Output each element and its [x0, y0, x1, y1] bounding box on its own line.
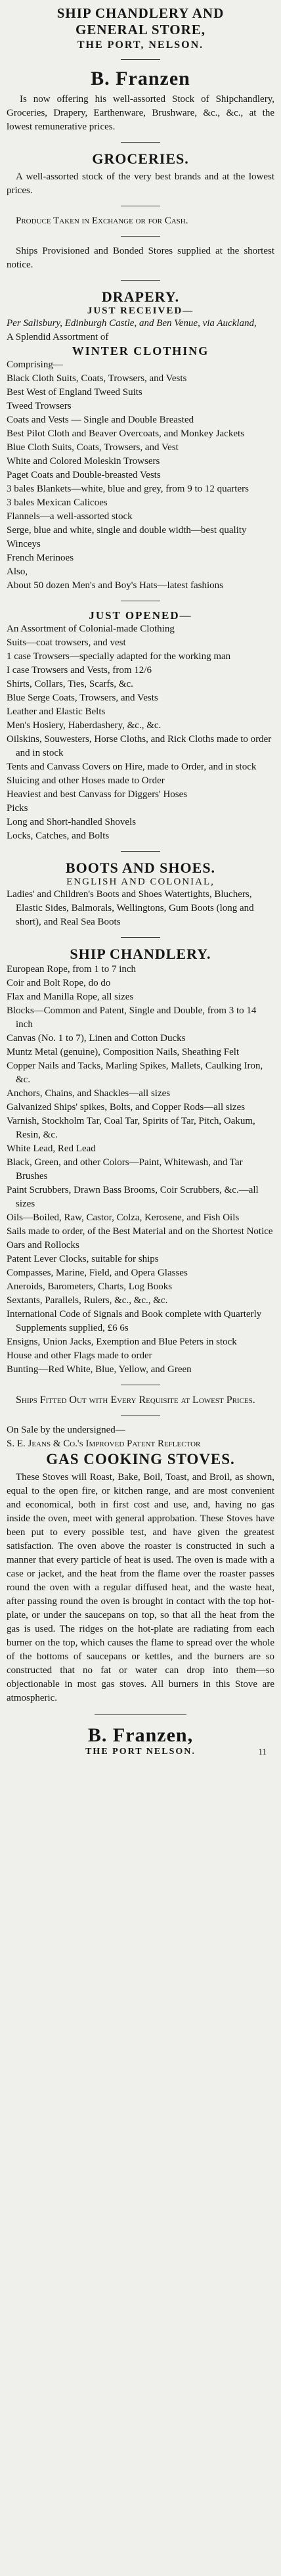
list-item: 3 bales Blankets—white, blue and grey, from 9 to 12 quarters: [7, 484, 249, 494]
divider: [121, 142, 160, 143]
chandlery-list: [7, 963, 274, 1377]
list-item: Suits—coat trowsers, and vest: [7, 637, 126, 648]
header-line-1: SHIP CHANDLERY AND: [56, 5, 225, 21]
list-item: Sails made to order, of the Best Material and on the Shortest Notice: [7, 1226, 273, 1237]
list-item: White and Colored Moleskin Trowsers: [7, 456, 160, 467]
list-item: Paint Scrubbers, Drawn Bass Brooms, Coir Scrubbers, &c.—all sizes: [7, 1185, 259, 1209]
drapery-heading: DRAPERY.: [101, 288, 180, 305]
just-received: JUST RECEIVED—: [87, 306, 194, 316]
list-item: Coats and Vests — Single and Double Breasted: [7, 415, 194, 425]
list-item: Muntz Metal (genuine), Composition Nails, Sheathing Felt: [7, 1047, 240, 1057]
fitted-out-text: Ships Fitted Out with Every Requisite at Lowest Prices.: [16, 1394, 255, 1406]
intro-text: Is now offering his well-assorted Stock of Shipchandlery, Groceries, Drapery, Earthenware, Brushware, &c., &c., at the lowest remunerative prices.: [7, 94, 274, 132]
list-item: Locks, Catches, and Bolts: [7, 831, 110, 841]
list-item: Heaviest and best Canvass for Diggers' Hoses: [7, 789, 188, 800]
on-sale-label: On Sale by the undersigned—: [7, 1425, 125, 1435]
list-item: Flannels—a well-assorted stock: [7, 511, 133, 522]
boots-text: Ladies' and Children's Boots and Shoes Watertights, Bluchers, Elastic Sides, Balmorals, Wellingtons, Gum Boots (long and short), and Real Sea Boots: [7, 889, 254, 927]
list-item: An Assortment of Colonial-made Clothing: [7, 624, 175, 634]
list-item: 1 case Trowsers—specially adapted for the working man: [7, 651, 231, 662]
list-item: Bunting—Red White, Blue, Yellow, and Green: [7, 1364, 192, 1375]
merchant-name: B. Franzen: [91, 68, 190, 89]
list-item: Varnish, Stockholm Tar, Coal Tar, Spirits of Tar, Pitch, Oakum, Resin, &c.: [7, 1116, 255, 1140]
list-item: Black Cloth Suits, Coats, Trowsers, and Vests: [7, 373, 187, 384]
list-item: I case Trowsers and Vests, from 12/6: [7, 665, 152, 676]
list-item: Blue Cloth Suits, Coats, Trowsers, and Vest: [7, 442, 179, 453]
boots-heading: BOOTS AND SHOES.: [65, 860, 216, 876]
list-item: French Merinoes: [7, 553, 74, 563]
list-item: Coir and Bolt Rope, do do: [7, 978, 111, 988]
ad-number: 11: [258, 1747, 267, 1757]
list-item: Oils—Boiled, Raw, Castor, Colza, Kerosene, and Fish Oils: [7, 1212, 240, 1223]
list-item: Black, Green, and other Colors—Paint, Whitewash, and Tar Brushes: [7, 1157, 243, 1182]
divider: [121, 280, 160, 281]
list-item: Blocks—Common and Patent, Single and Double, from 3 to 14 inch: [7, 1005, 257, 1030]
list-item: Tweed Trowsers: [7, 401, 72, 411]
comprising-label: Comprising—: [7, 359, 63, 370]
boots-subheading: ENGLISH AND COLONIAL,: [66, 877, 215, 887]
divider: [95, 1714, 186, 1715]
list-item: Sextants, Parallels, Rulers, &c., &c., &c.: [7, 1295, 168, 1306]
list-item: Men's Hosiery, Haberdashery, &c., &c.: [7, 720, 162, 731]
chandlery-heading: SHIP CHANDLERY.: [70, 946, 211, 962]
list-item: Compasses, Marine, Field, and Opera Glasses: [7, 1268, 188, 1278]
list-item: House and other Flags made to order: [7, 1350, 152, 1361]
hats-item: About 50 dozen Men's and Boy's Hats—latest fashions: [7, 580, 223, 591]
list-item: Sluicing and other Hoses made to Order: [7, 775, 165, 786]
list-item: Galvanized Ships' spikes, Bolts, and Copper Rods—all sizes: [7, 1102, 246, 1113]
list-item: Serge, blue and white, single and double width—best quality: [7, 525, 247, 536]
list-item: Ensigns, Union Jacks, Exemption and Blue Peters in stock: [7, 1337, 237, 1347]
list-item: Leather and Elastic Belts: [7, 706, 106, 717]
stove-maker: S. E. Jeans & Co.'s Improved Patent Reflector: [7, 1438, 201, 1449]
list-item: Shirts, Collars, Ties, Scarfs, &c.: [7, 679, 133, 689]
footer-address: THE PORT NELSON.: [85, 1747, 196, 1757]
list-item: Aneroids, Barometers, Charts, Log Books: [7, 1281, 173, 1292]
gas-stoves-text: These Stoves will Roast, Bake, Boil, Toast, and Broil, as shown, equal to the open fire, or kitchen range, and are most convenient and economical, both in first cost and use, and, having no gas inside the oven, meet with general approbation. These Stoves have been put to every possible test, and have given the greatest satisfaction. The oven above the roaster is constructed in such a manner that every particle of heat is used. The oven is made with a case or jacket, and the heat from the flame over the roaster passes round the oven with a regular diffused heat, and the waste heat, after passing round the oven is brought in contact with the top hot-plate, or under the saucepans on top, so that all the heat from the gas is used. The ridges on the hot-plate are radiating from each burner on the top, which causes the flame to spread over the whole of the bottoms of saucepans or kettles, and the burners are so constructed that no fat or water can drop into them—so objectionable in most gas stoves. All burners in this Stove are atmospheric.: [7, 1472, 274, 1703]
list-item: Oilskins, Souwesters, Horse Cloths, and Rick Cloths made to order and in stock: [7, 734, 272, 758]
list-item: Tents and Canvass Covers on Hire, made to Order, and in stock: [7, 762, 257, 772]
header-line-2: GENERAL STORE,: [75, 22, 205, 37]
assortment-note: A Splendid Assortment of: [7, 332, 109, 342]
divider: [121, 59, 160, 60]
groceries-text: A well-assorted stock of the very best brands and at the lowest prices.: [7, 172, 274, 196]
list-item: White Lead, Red Lead: [7, 1143, 96, 1154]
list-item: 3 bales Mexican Calicoes: [7, 497, 108, 508]
list-item: Long and Short-handled Shovels: [7, 817, 137, 827]
list-item: Winceys: [7, 539, 41, 549]
divider: [121, 937, 160, 938]
list-item: International Code of Signals and Book complete with Quarterly Supplements supplied, £6 6s: [7, 1309, 262, 1333]
ships-provisioned-text: Ships Provisioned and Bonded Stores supplied at the shortest notice.: [7, 246, 274, 270]
gas-stoves-heading: GAS COOKING STOVES.: [46, 1451, 235, 1467]
opened-list: [7, 622, 274, 843]
drapery-list: [7, 372, 274, 565]
footer-name: B. Franzen,: [87, 1724, 194, 1746]
list-item: Paget Coats and Double-breasted Vests: [7, 470, 161, 480]
divider: [121, 236, 160, 237]
header-line-3: THE PORT, NELSON.: [77, 39, 204, 51]
divider: [121, 851, 160, 852]
shipment-note: Per Salisbury, Edinburgh Castle, and Ben Venue, via Auckland,: [7, 318, 257, 329]
list-item: Flax and Manilla Rope, all sizes: [7, 992, 134, 1002]
just-opened-heading: JUST OPENED—: [89, 609, 192, 622]
list-item: Copper Nails and Tacks, Marling Spikes, Mallets, Caulking Iron, &c.: [7, 1061, 263, 1085]
list-item: Patent Lever Clocks, suitable for ships: [7, 1254, 159, 1264]
list-item: Canvas (No. 1 to 7), Linen and Cotton Ducks: [7, 1033, 186, 1044]
also-label: Also,: [7, 566, 28, 577]
list-item: Picks: [7, 803, 28, 814]
produce-text: Produce Taken in Exchange or for Cash.: [16, 216, 188, 226]
list-item: European Rope, from 1 to 7 inch: [7, 964, 137, 975]
groceries-heading: GROCERIES.: [92, 150, 189, 167]
list-item: Anchors, Chains, and Shackles—all sizes: [7, 1088, 171, 1099]
list-item: Best West of England Tweed Suits: [7, 387, 142, 398]
list-item: Oars and Rollocks: [7, 1240, 79, 1251]
winter-clothing-heading: WINTER CLOTHING: [72, 344, 209, 357]
list-item: Blue Serge Coats, Trowsers, and Vests: [7, 693, 158, 703]
list-item: Best Pilot Cloth and Beaver Overcoats, and Monkey Jackets: [7, 428, 245, 439]
